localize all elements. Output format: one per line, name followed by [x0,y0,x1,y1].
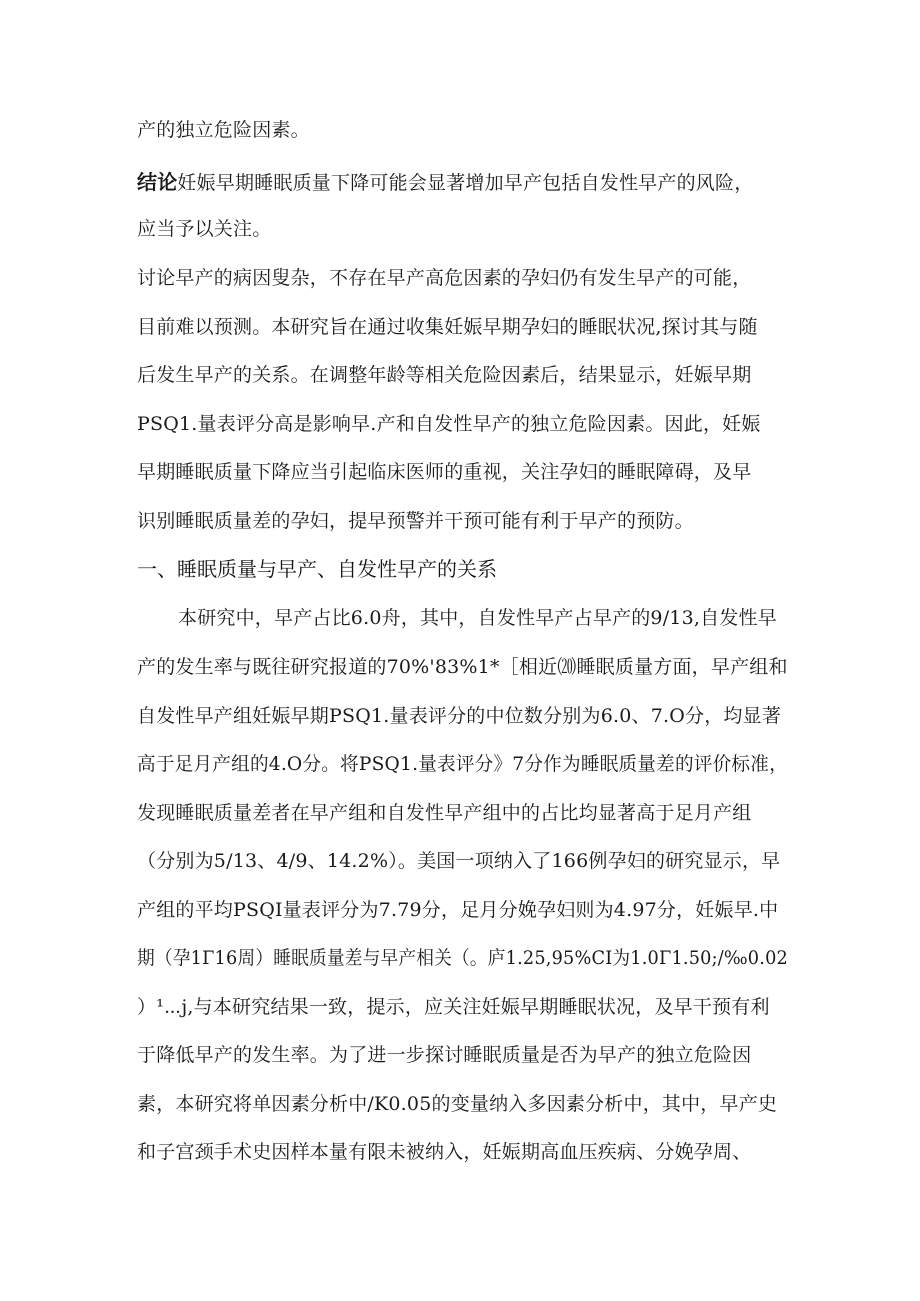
paragraph-line: 本研究中，早产占比6.0舟，其中，自发性早产占早产的9/13,自发性早 [178,607,777,629]
paragraph-line: 素，本研究将单因素分析中/K0.05的变量纳入多因素分析中，其中，早产史 [137,1093,778,1115]
conclusion-line [137,169,753,196]
paragraph-line: 自发性早产组妊娠早期PSQ1.量表评分的中位数分别为6.0、7.O分，均显著 [137,705,782,727]
conclusion-text: 妊娠早期睡眠质量下降可能会显著增加早产包括自发性早产的风险， [177,172,754,194]
paragraph-line: 产组的平均PSQI量表评分为7.79分，足月分娩孕妇则为4.97分，妊娠早.中 [137,899,779,921]
paragraph-line: 发现睡眠质量差者在早产组和自发性早产组中的占比均显著高于足月产组 [137,802,752,824]
paragraph-line: 于降低早产的发生率。为了进一步探讨睡眠质量是否为早产的独立危险因 [137,1044,752,1066]
paragraph-line: 应当予以关注。 [137,218,272,240]
conclusion-label: 结论 [137,170,178,194]
section-heading: 一、睡眠质量与早产、自发性早产的关系 [137,557,497,581]
paragraph-line: ）¹⋯j,与本研究结果一致，提示，应关注妊娠早期睡眠状况，及早干预有利 [137,996,770,1018]
paragraph-line: 产的发生率与既往研究报道的70%'83%1*［相近⒇睡眠质量方面，早产组和 [137,656,788,678]
paragraph-line: 后发生早产的关系。在调整年龄等相关危险因素后，结果显示，妊娠早期 [137,364,752,386]
paragraph-line: 目前难以预测。本研究旨在通过收集妊娠早期孕妇的睡眠状况,探讨其与随 [137,316,758,338]
paragraph-line: 高于足月产组的4.O分。将PSQ1.量表评分》7分作为睡眠质量差的评价标准， [137,753,788,775]
paragraph-line: 和子宫颈手术史因样本量有限未被纳入，妊娠期高血压疾病、分娩孕周、 [137,1141,752,1163]
paragraph-line: 识别睡眠质量差的孕妇，提早预警并干预可能有利于早产的预防。 [137,510,694,532]
paragraph-line: 期（孕1Γ16周）睡眠质量差与早产相关（。庐1.25,95%CI为1.0Γ1.50;∕‰0.02 [137,947,788,969]
paragraph-line: （分别为5/13、4/9、14.2%）。美国一项纳入了166例孕妇的研究显示，早 [137,850,781,872]
paragraph-line: 产的独立危险因素。 [137,119,310,141]
paragraph-line: 早期睡眠质量下降应当引起临床医师的重视，关注孕妇的睡眠障碍，及早 [137,461,752,483]
paragraph-line: 讨论早产的病因叟杂，不存在早产高危因素的孕妇仍有发生早产的可能， [137,267,752,289]
paragraph-line: PSQ1.量表评分高是影响早.产和自发性早产的独立危险因素。因此，妊娠 [137,413,761,435]
